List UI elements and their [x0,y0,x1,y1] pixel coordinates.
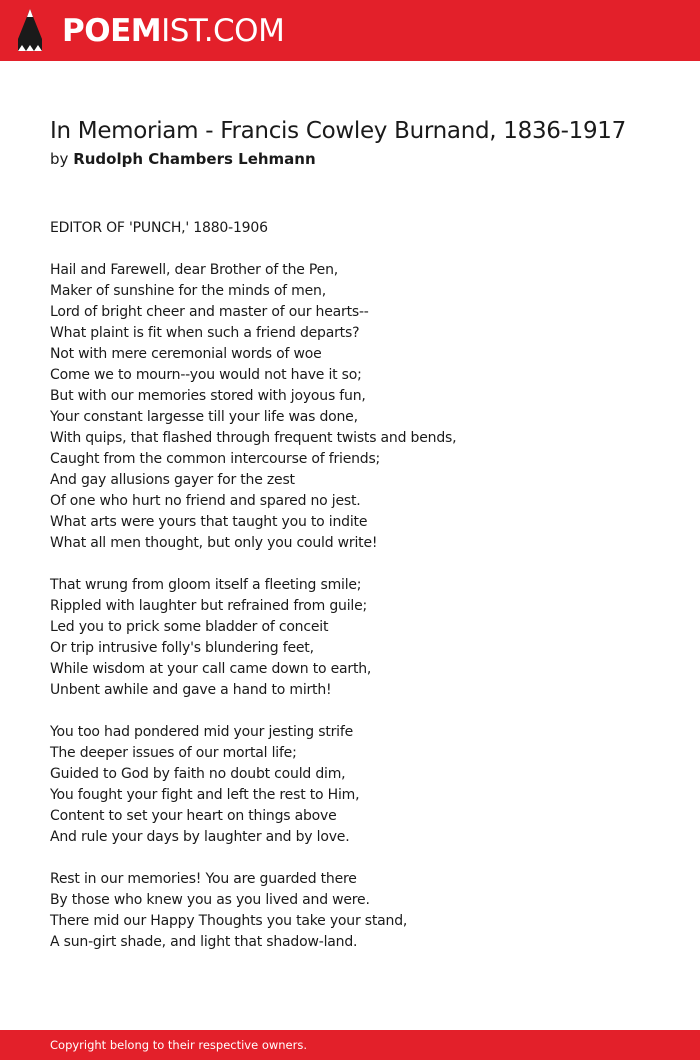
poem-line: You too had pondered mid your jesting strife [50,724,354,740]
pencil-tip-icon[interactable] [18,9,42,51]
logo-light-text: IST.COM [161,13,285,49]
poem-line: Not with mere ceremonial words of woe [50,346,322,362]
poem-epigraph: EDITOR OF 'PUNCH,' 1880-1906 [50,220,268,236]
poem-line: With quips, that flashed through frequent twists and bends, [50,430,457,446]
poem-line: Maker of sunshine for the minds of men, [50,283,326,299]
poem-line: Hail and Farewell, dear Brother of the Pen, [50,262,339,278]
site-header [0,0,700,61]
poem-line: Rest in our memories! You are guarded there [50,871,357,887]
stanza-break [50,239,650,260]
poem-line: Of one who hurt no friend and spared no jest. [50,493,361,509]
poem-line: But with our memories stored with joyous fun, [50,388,366,404]
poem-line: While wisdom at your call came down to earth, [50,661,372,677]
poem-line: Caught from the common intercourse of friends; [50,451,381,467]
poem-line: By those who knew you as you lived and were. [50,892,370,908]
poem-title: In Memoriam - Francis Cowley Burnand, 1836-1917 [50,118,626,144]
poem-line: There mid our Happy Thoughts you take your stand, [50,913,408,929]
poem-line: Content to set your heart on things above [50,808,337,824]
poem-body [50,218,650,953]
poem-line: A sun-girt shade, and light that shadow-land. [50,934,358,950]
poem-line: Your constant largesse till your life was done, [50,409,358,425]
poem-line: You fought your fight and left the rest to Him, [50,787,360,803]
poem-line: The deeper issues of our mortal life; [50,745,297,761]
stanza-break [50,554,650,575]
poem-line: Or trip intrusive folly's blundering feet, [50,640,314,656]
poem-line: Led you to prick some bladder of conceit [50,619,329,635]
stanza-break [50,848,650,869]
poem-line: And rule your days by laughter and by love. [50,829,350,845]
by-label: by [50,150,69,168]
byline [50,148,316,170]
site-footer [0,1030,700,1060]
poem-line: Rippled with laughter but refrained from guile; [50,598,368,614]
site-logo[interactable] [62,11,284,51]
stanza-break [50,701,650,722]
poem-line: Unbent awhile and gave a hand to mirth! [50,682,332,698]
poem-line: And gay allusions gayer for the zest [50,472,295,488]
poem-line: Guided to God by faith no doubt could dim, [50,766,346,782]
copyright-text: Copyright belong to their respective owners. [50,1038,308,1052]
poem-line: That wrung from gloom itself a fleeting smile; [50,577,362,593]
poem-line: Lord of bright cheer and master of our hearts-- [50,304,369,320]
poem-line: What plaint is fit when such a friend departs? [50,325,360,341]
author-name[interactable]: Rudolph Chambers Lehmann [73,150,316,168]
logo-bold-text: POEM [62,13,162,49]
poem-line: What arts were yours that taught you to indite [50,514,368,530]
poem-line: What all men thought, but only you could write! [50,535,378,551]
poem-line: Come we to mourn--you would not have it so; [50,367,362,383]
